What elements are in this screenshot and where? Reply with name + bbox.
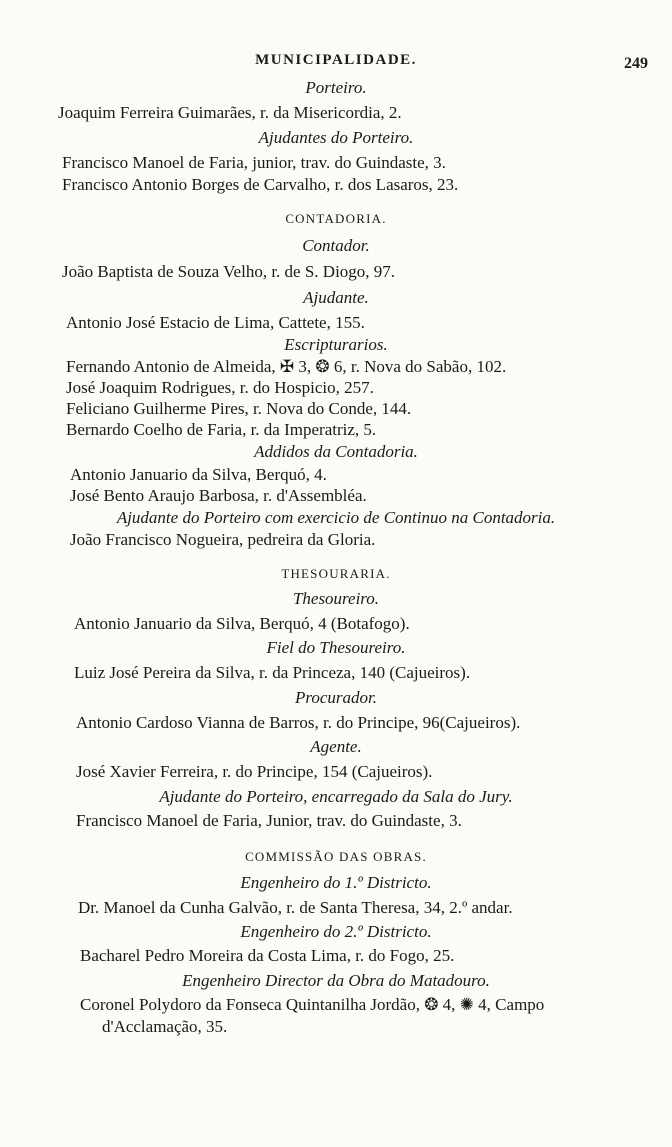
entry-line: Francisco Antonio Borges de Carvalho, r. dos Lasaros, 23. (62, 175, 459, 194)
role-heading: Ajudantes do Porteiro. (258, 128, 414, 147)
role-heading: Escripturarios. (284, 335, 388, 354)
role-heading: Agente. (310, 737, 362, 756)
entry-line: Antonio José Estacio de Lima, Cattete, 155. (66, 313, 365, 332)
section-heading: CONTADORIA. (285, 211, 387, 226)
role-heading: Engenheiro Director da Obra do Matadouro. (182, 971, 490, 990)
entry-line: João Baptista de Souza Velho, r. de S. Diogo, 97. (62, 262, 396, 281)
role-heading: Ajudante. (303, 288, 369, 307)
section-heading: THESOURARIA. (281, 566, 391, 581)
role-heading: Porteiro. (305, 78, 367, 97)
entry-line: Francisco Manoel de Faria, junior, trav. do Guindaste, 3. (62, 153, 446, 172)
entry-line: Luiz José Pereira da Silva, r. da Princeza, 140 (Cajueiros). (74, 663, 471, 682)
entry-line: Antonio Januario da Silva, Berquó, 4. (70, 465, 327, 484)
entry-line: Bernardo Coelho de Faria, r. da Imperatriz, 5. (66, 420, 377, 439)
entry-line: José Bento Araujo Barbosa, r. d'Assembléa. (70, 486, 367, 505)
entry-line: José Xavier Ferreira, r. do Principe, 154 (Cajueiros). (76, 762, 433, 781)
entry-line: João Francisco Nogueira, pedreira da Gloria. (70, 530, 376, 549)
entry-line: Feliciano Guilherme Pires, r. Nova do Conde, 144. (66, 399, 412, 418)
role-heading: Ajudante do Porteiro, encarregado da Sala do Jury. (159, 787, 513, 806)
entry-line: Antonio Januario da Silva, Berquó, 4 (Botafogo). (74, 614, 410, 633)
entry-line: Coronel Polydoro da Fonseca Quintanilha Jordão, ❂ 4, ✺ 4, Campo (80, 995, 545, 1014)
entry-line: d'Acclamação, 35. (102, 1017, 228, 1036)
role-heading: Procurador. (294, 688, 377, 707)
entry-line: Francisco Manoel de Faria, Junior, trav. do Guindaste, 3. (76, 811, 462, 830)
entry-line: Joaquim Ferreira Guimarães, r. da Misericordia, 2. (58, 103, 402, 122)
entry-line: José Joaquim Rodrigues, r. do Hospicio, 257. (66, 378, 374, 397)
entry-line: Bacharel Pedro Moreira da Costa Lima, r. do Fogo, 25. (80, 946, 455, 965)
page-number: 249 (624, 55, 648, 72)
role-heading: Engenheiro do 2.º Districto. (240, 922, 432, 941)
role-heading: Engenheiro do 1.º Districto. (240, 873, 432, 892)
page-title: MUNICIPALIDADE. (255, 52, 417, 68)
entry-line: Antonio Cardoso Vianna de Barros, r. do Principe, 96(Cajueiros). (76, 713, 521, 732)
entry-line: Dr. Manoel da Cunha Galvão, r. de Santa Theresa, 34, 2.º andar. (78, 898, 513, 917)
role-heading: Thesoureiro. (292, 589, 380, 608)
role-heading: Fiel do Thesoureiro. (266, 638, 406, 657)
role-heading: Contador. (302, 236, 370, 255)
role-heading: Addidos da Contadoria. (254, 442, 418, 461)
section-heading: COMMISSÃO DAS OBRAS. (245, 849, 427, 864)
entry-line: Fernando Antonio de Almeida, ✠ 3, ❂ 6, r. Nova do Sabão, 102. (66, 357, 507, 376)
role-heading: Ajudante do Porteiro com exercicio de Continuo na Contadoria. (116, 508, 556, 527)
